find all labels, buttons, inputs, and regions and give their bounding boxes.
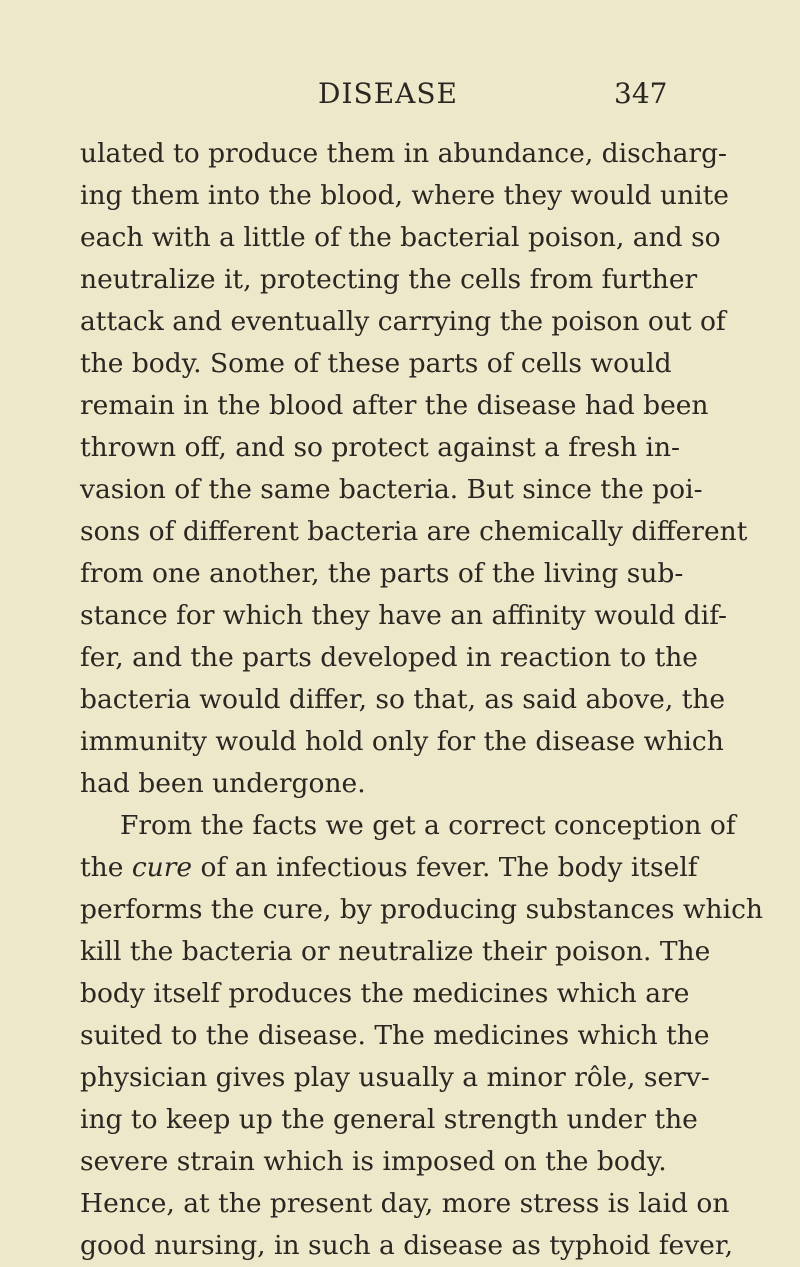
text-line: had been undergone. (80, 768, 366, 799)
text-line: physician gives play usually a minor rôle, serv- (80, 1062, 710, 1093)
text-line: from one another, the parts of the living sub- (80, 558, 684, 589)
text-line: performs the cure, by producing substances which (80, 894, 763, 925)
text-line: each with a little of the bacterial poison, and so (80, 222, 721, 253)
text-line: immunity would hold only for the disease which (80, 726, 724, 757)
text-line: thrown off, and so protect against a fresh in- (80, 432, 681, 463)
text-line: vasion of the same bacteria. But since the poi- (80, 474, 703, 505)
body-text (80, 133, 780, 1267)
text-line: fer, and the parts developed in reaction to the (80, 642, 698, 673)
page-number: 347 (614, 77, 668, 110)
text-line: remain in the blood after the disease had been (80, 390, 709, 421)
text-line: ulated to produce them in abundance, discharg- (80, 138, 727, 169)
running-head (0, 74, 800, 114)
text-line: suited to the disease. The medicines which the (80, 1020, 710, 1051)
paragraph-start-line: From the facts we get a correct conception of (120, 810, 736, 841)
text-line: attack and eventually carrying the poison out of (80, 306, 726, 337)
text-line: the cure of an infectious fever. The body itself (80, 852, 698, 883)
text-line: body itself produces the medicines which are (80, 978, 690, 1009)
text-line: sons of different bacteria are chemically different (80, 516, 748, 547)
italic-word: cure (131, 852, 193, 883)
text-line: good nursing, in such a disease as typhoid fever, (80, 1230, 734, 1261)
text-line: the body. Some of these parts of cells would (80, 348, 672, 379)
text-line: severe strain which is imposed on the body. (80, 1146, 667, 1177)
text-line: ing to keep up the general strength under the (80, 1104, 698, 1135)
text-line: neutralize it, protecting the cells from further (80, 264, 698, 295)
text-line: kill the bacteria or neutralize their poison. The (80, 936, 711, 967)
running-title: DISEASE (318, 77, 458, 110)
text-line: Hence, at the present day, more stress is laid on (80, 1188, 730, 1219)
text-line: stance for which they have an affinity would dif- (80, 600, 728, 631)
text-line: ing them into the blood, where they would unite (80, 180, 729, 211)
text-line: bacteria would differ, so that, as said above, the (80, 684, 726, 715)
